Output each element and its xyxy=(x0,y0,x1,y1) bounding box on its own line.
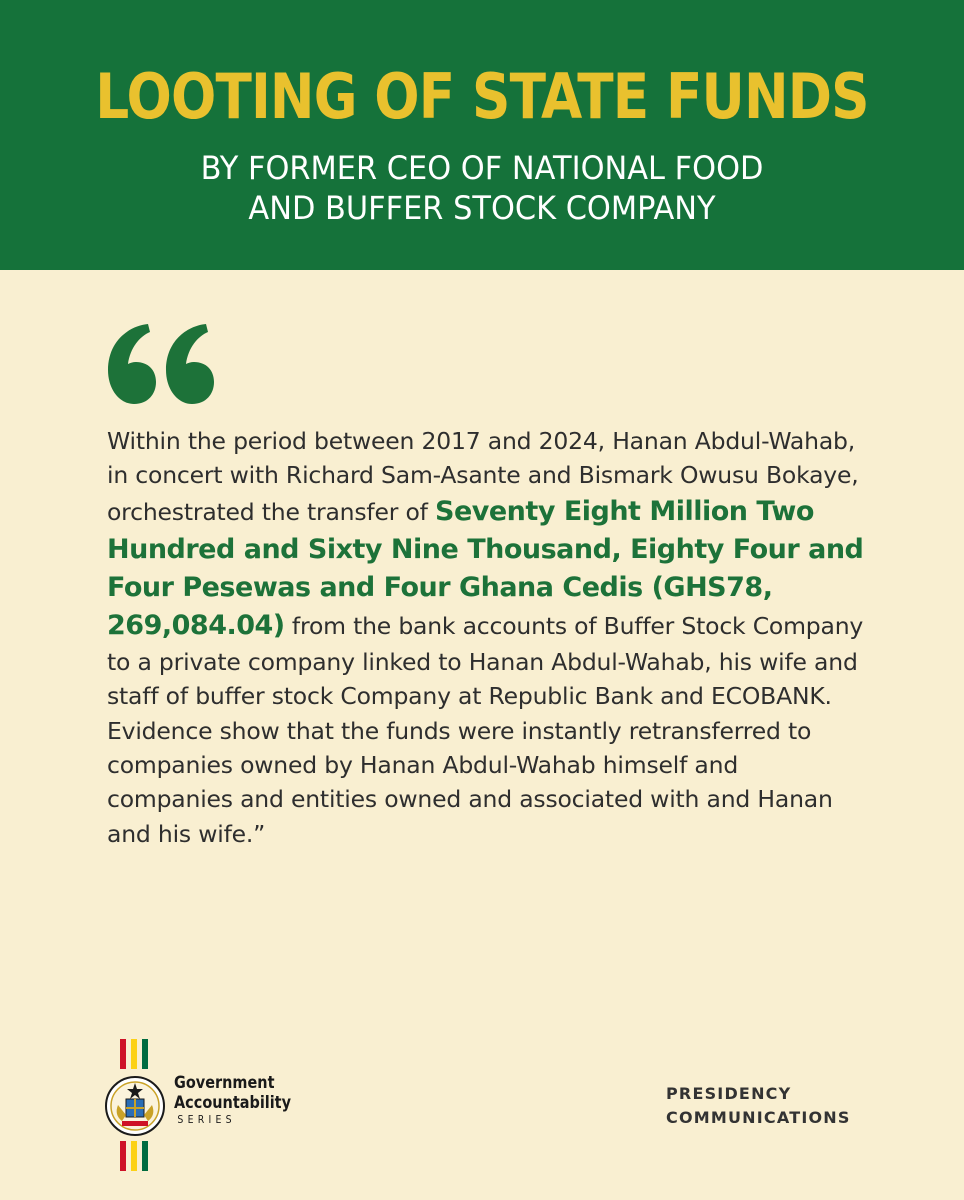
presidency-communications-label xyxy=(666,1082,851,1130)
ghana-coat-of-arms-icon xyxy=(104,1075,166,1137)
government-accountability-logo xyxy=(104,1035,334,1175)
subtitle-line-2: AND BUFFER STOCK COMPANY xyxy=(248,189,716,227)
open-quote-icon xyxy=(100,320,220,410)
logo-text xyxy=(174,1073,291,1127)
quote-intro: Within the period between 2017 and 2024, Hanan Abdul-Wahab, in concert with Richard Sam-Asante and Bismark Owusu Bokaye, orchestrated the transfer of xyxy=(107,427,859,526)
quote-body xyxy=(107,424,867,851)
header-banner xyxy=(0,0,964,270)
logo-line-2: Accountability xyxy=(174,1093,292,1113)
logo-line-3: SERIES xyxy=(177,1113,236,1126)
logo-line-1: Government xyxy=(174,1073,275,1093)
quote-rest: from the bank accounts of Buffer Stock Company to a private company linked to Hanan Abdul-Wahab, his wife and staff of buffer stock Company at Republic Bank and ECOBANK. Evidence show that the funds were instantly retransferred to companies owned by Hanan Abdul-Wahab himself and companies and entities owned and associated with and Hanan and his wife.” xyxy=(107,611,864,848)
org-line-2: COMMUNICATIONS xyxy=(666,1108,851,1127)
quote-highlight-amount: Seventy Eight Million Two Hundred and Sixty Nine Thousand, Eighty Four and Four Pesewas and Four Ghana Cedis (GHS78, 269,084.04) xyxy=(107,495,864,641)
page-subtitle xyxy=(24,148,940,228)
subtitle-line-1: BY FORMER CEO OF NATIONAL FOOD xyxy=(200,149,764,187)
org-line-1: PRESIDENCY xyxy=(666,1084,792,1103)
page-title: LOOTING OF STATE FUNDS xyxy=(95,60,869,133)
